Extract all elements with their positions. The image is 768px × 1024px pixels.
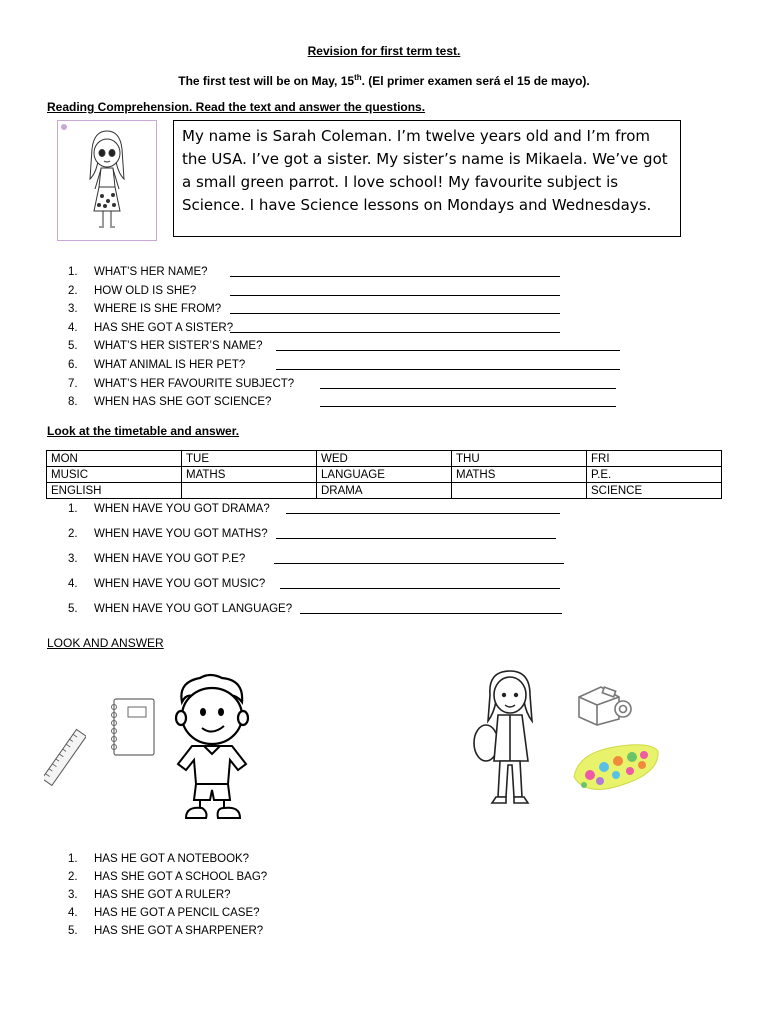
reading-text: My name is Sarah Coleman. I’m twelve years old and I’m from the USA. I’ve got a sister. My sister’s name is Mikaela. We’ve got a small green parrot. I love school! My favourite subject is Science. I have Science lessons on Mondays and Wednesdays. (182, 127, 668, 214)
question-text: WHERE IS SHE FROM? (94, 303, 222, 316)
question-item (68, 375, 294, 394)
timetable-cell: THU (452, 451, 587, 467)
timetable-cell: ENGLISH (47, 483, 182, 499)
question-number: 2. (68, 284, 78, 297)
girl-with-bag-illustration (472, 665, 544, 813)
boy-illustration (170, 672, 254, 822)
question-number: 4. (68, 321, 78, 334)
timetable-cell: MUSIC (47, 467, 182, 483)
timetable-cell: WED (317, 451, 452, 467)
pencil-case-icon (570, 737, 662, 799)
question-number: 4. (68, 578, 78, 590)
girl-illustration (58, 121, 156, 240)
question-item (68, 922, 267, 940)
question-text: WHAT’S HER FAVOURITE SUBJECT? (94, 377, 295, 390)
timetable-cell (452, 483, 587, 499)
look-heading: LOOK AND ANSWER (47, 636, 164, 650)
question-number: 7. (68, 377, 78, 390)
question-item (68, 868, 267, 886)
answer-line[interactable] (230, 276, 560, 277)
question-item (68, 282, 294, 301)
timetable-heading: Look at the timetable and answer. (47, 424, 240, 438)
reading-heading: Reading Comprehension. Read the text and answer the questions. (47, 100, 426, 114)
timetable-cell: LANGUAGE (317, 467, 452, 483)
notebook-icon (108, 697, 158, 759)
question-item (68, 575, 292, 600)
answer-line[interactable] (230, 332, 560, 333)
question-number: 5. (68, 925, 78, 937)
timetable-row (47, 451, 722, 467)
timetable-cell: FRI (587, 451, 722, 467)
question-item (68, 525, 292, 550)
timetable-cell: SCIENCE (587, 483, 722, 499)
question-item (68, 904, 267, 922)
sarah-picture (57, 120, 157, 241)
question-text: WHEN HAS SHE GOT SCIENCE? (94, 396, 272, 409)
question-item (68, 337, 294, 356)
answer-line[interactable] (274, 563, 564, 564)
sharpener-icon (575, 683, 639, 727)
timetable-cell: MON (47, 451, 182, 467)
test-date-sup: th (354, 73, 362, 82)
reading-questions (68, 263, 294, 412)
answer-line[interactable] (230, 295, 560, 296)
look-questions (68, 850, 267, 940)
timetable-cell: MATHS (182, 467, 317, 483)
question-number: 5. (68, 603, 78, 615)
question-text: HOW OLD IS SHE? (94, 284, 197, 297)
test-date-rest: . (El primer examen será el 15 de mayo). (361, 74, 590, 88)
timetable-cell: DRAMA (317, 483, 452, 499)
answer-line[interactable] (230, 313, 560, 314)
question-text: HAS SHE GOT A SHARPENER? (94, 925, 264, 937)
question-item (68, 356, 294, 375)
question-number: 1. (68, 853, 78, 865)
question-number: 6. (68, 358, 78, 371)
question-text: WHAT’S HER NAME? (94, 266, 208, 278)
answer-line[interactable] (286, 513, 560, 514)
question-number: 4. (68, 907, 78, 919)
timetable (46, 450, 722, 499)
question-item (68, 850, 267, 868)
answer-line[interactable] (276, 369, 620, 370)
answer-line[interactable] (300, 613, 562, 614)
question-number: 1. (68, 266, 78, 278)
question-text: WHAT’S HER SISTER’S NAME? (94, 340, 263, 353)
question-number: 2. (68, 871, 78, 883)
question-text: HAS SHE GOT A SCHOOL BAG? (94, 871, 268, 883)
answer-line[interactable] (276, 538, 556, 539)
question-text: WHEN HAVE YOU GOT LANGUAGE? (94, 603, 293, 615)
timetable-questions (68, 500, 292, 625)
question-number: 3. (68, 303, 78, 316)
timetable-cell (182, 483, 317, 499)
question-text: WHEN HAVE YOU GOT MUSIC? (94, 578, 266, 590)
question-number: 1. (68, 503, 78, 515)
question-text: HAS HE GOT A PENCIL CASE? (94, 907, 260, 919)
question-text: WHEN HAVE YOU GOT DRAMA? (94, 503, 270, 515)
question-text: HAS HE GOT A NOTEBOOK? (94, 853, 250, 865)
reading-text-box (173, 120, 681, 237)
question-text: WHEN HAVE YOU GOT MATHS? (94, 528, 268, 540)
timetable-cell: P.E. (587, 467, 722, 483)
question-number: 3. (68, 553, 78, 565)
timetable-cell: TUE (182, 451, 317, 467)
question-item (68, 300, 294, 319)
question-text: HAS SHE GOT A RULER? (94, 889, 231, 901)
test-date-main: The first test will be on May, 15 (178, 74, 355, 88)
question-item (68, 500, 292, 525)
timetable-row (47, 483, 722, 499)
timetable-row (47, 467, 722, 483)
question-number: 2. (68, 528, 78, 540)
answer-line[interactable] (320, 406, 616, 407)
question-text: HAS SHE GOT A SISTER? (94, 321, 234, 334)
question-item (68, 886, 267, 904)
question-item (68, 600, 292, 625)
question-item (68, 550, 292, 575)
question-number: 5. (68, 340, 78, 353)
question-text: WHEN HAVE YOU GOT P.E? (94, 553, 246, 565)
answer-line[interactable] (276, 350, 620, 351)
ruler-icon (44, 726, 86, 790)
question-item (68, 319, 294, 338)
question-number: 3. (68, 889, 78, 901)
question-item (68, 393, 294, 412)
timetable-cell: MATHS (452, 467, 587, 483)
question-item (68, 263, 294, 282)
page-title: Revision for first term test. (307, 44, 461, 58)
question-text: WHAT ANIMAL IS HER PET? (94, 358, 246, 371)
question-number: 8. (68, 396, 78, 409)
answer-line[interactable] (320, 388, 616, 389)
test-date-note (0, 71, 768, 88)
answer-line[interactable] (280, 588, 560, 589)
